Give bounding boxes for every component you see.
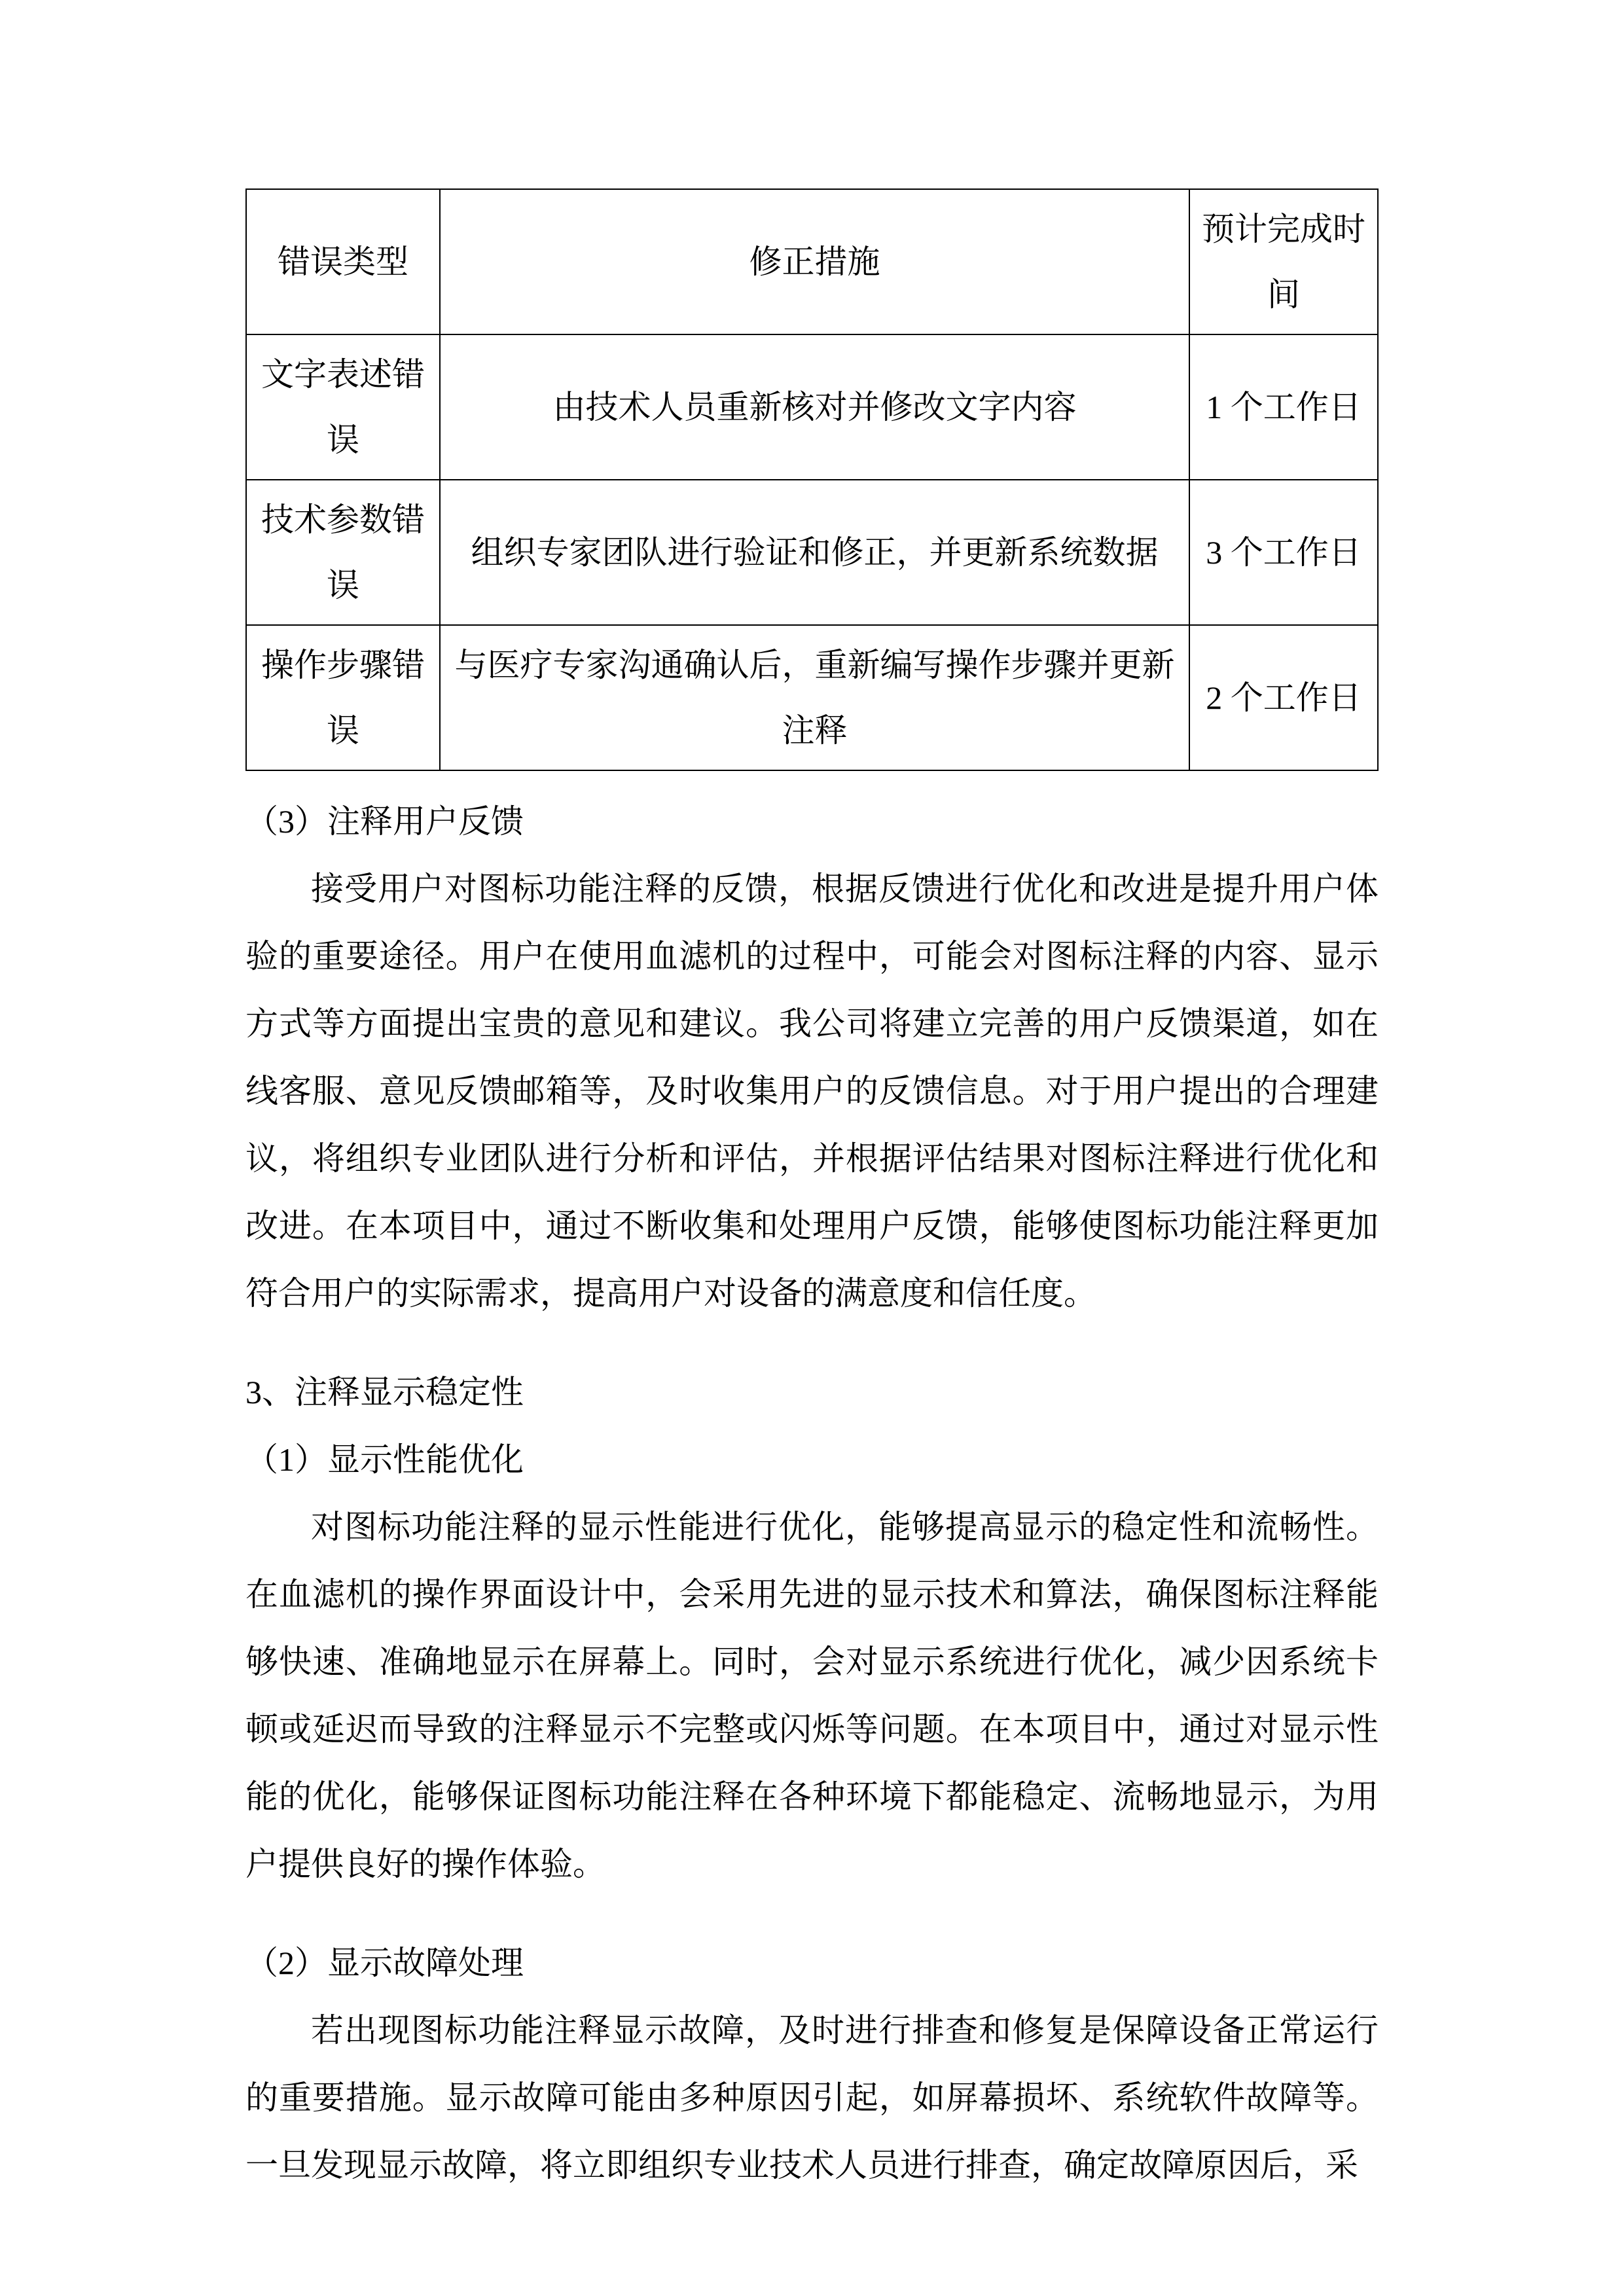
table-header-row [246, 189, 1378, 334]
heading-display-performance: （1）显示性能优化 [245, 1441, 524, 1478]
cell-fix-measure: 组织专家团队进行验证和修正，并更新系统数据 [440, 480, 1189, 625]
cell-fix-measure: 由技术人员重新核对并修改文字内容 [440, 334, 1189, 480]
heading-display-stability: 3、注释显示稳定性 [245, 1374, 524, 1410]
paragraph-display-fault-handling: 若出现图标功能注释显示故障，及时进行排查和修复是保障设备正常运行的重要措施。显示故障可能由多种原因引起，如屏幕损坏、系统软件故障等。一旦发现显示故障，将立即组织专业技术人员进行排查，确定故障原因后，采 [245, 2012, 1379, 2183]
paragraph-display-performance: 对图标功能注释的显示性能进行优化，能够提高显示的稳定性和流畅性。在血滤机的操作界面设计中，会采用先进的显示技术和算法，确保图标注释能够快速、准确地显示在屏幕上。同时，会对显示系统进行优化，减少因系统卡顿或延迟而导致的注释显示不完整或闪烁等问题。在本项目中，通过对显示性能的优化，能够保证图标功能注释在各种环境下都能稳定、流畅地显示，为用户提供良好的操作体验。 [245, 1509, 1379, 1882]
cell-expected-time: 3 个工作日 [1189, 480, 1378, 625]
cell-error-type: 文字表述错误 [246, 334, 440, 480]
error-correction-table [245, 188, 1379, 771]
table-row [246, 480, 1378, 625]
paragraph-user-feedback: 接受用户对图标功能注释的反馈，根据反馈进行优化和改进是提升用户体验的重要途径。用户在使用血滤机的过程中，可能会对图标注释的内容、显示方式等方面提出宝贵的意见和建议。我公司将建立完善的用户反馈渠道，如在线客服、意见反馈邮箱等，及时收集用户的反馈信息。对于用户提出的合理建议，将组织专业团队进行分析和评估，并根据评估结果对图标注释进行优化和改进。在本项目中，通过不断收集和处理用户反馈，能够使图标功能注释更加符合用户的实际需求，提高用户对设备的满意度和信任度。 [245, 870, 1379, 1312]
cell-fix-measure: 与医疗专家沟通确认后，重新编写操作步骤并更新注释 [440, 625, 1189, 770]
table-row [246, 334, 1378, 480]
table-header-expected-time: 预计完成时间 [1189, 189, 1378, 334]
table-header-fix-measure: 修正措施 [440, 189, 1189, 334]
cell-expected-time: 1 个工作日 [1189, 334, 1378, 480]
cell-expected-time: 2 个工作日 [1189, 625, 1378, 770]
heading-display-fault-handling: （2）显示故障处理 [245, 1945, 524, 1981]
table-row [246, 625, 1378, 770]
cell-error-type: 操作步骤错误 [246, 625, 440, 770]
cell-error-type: 技术参数错误 [246, 480, 440, 625]
heading-user-feedback: （3）注释用户反馈 [245, 803, 524, 840]
table-header-error-type: 错误类型 [246, 189, 440, 334]
